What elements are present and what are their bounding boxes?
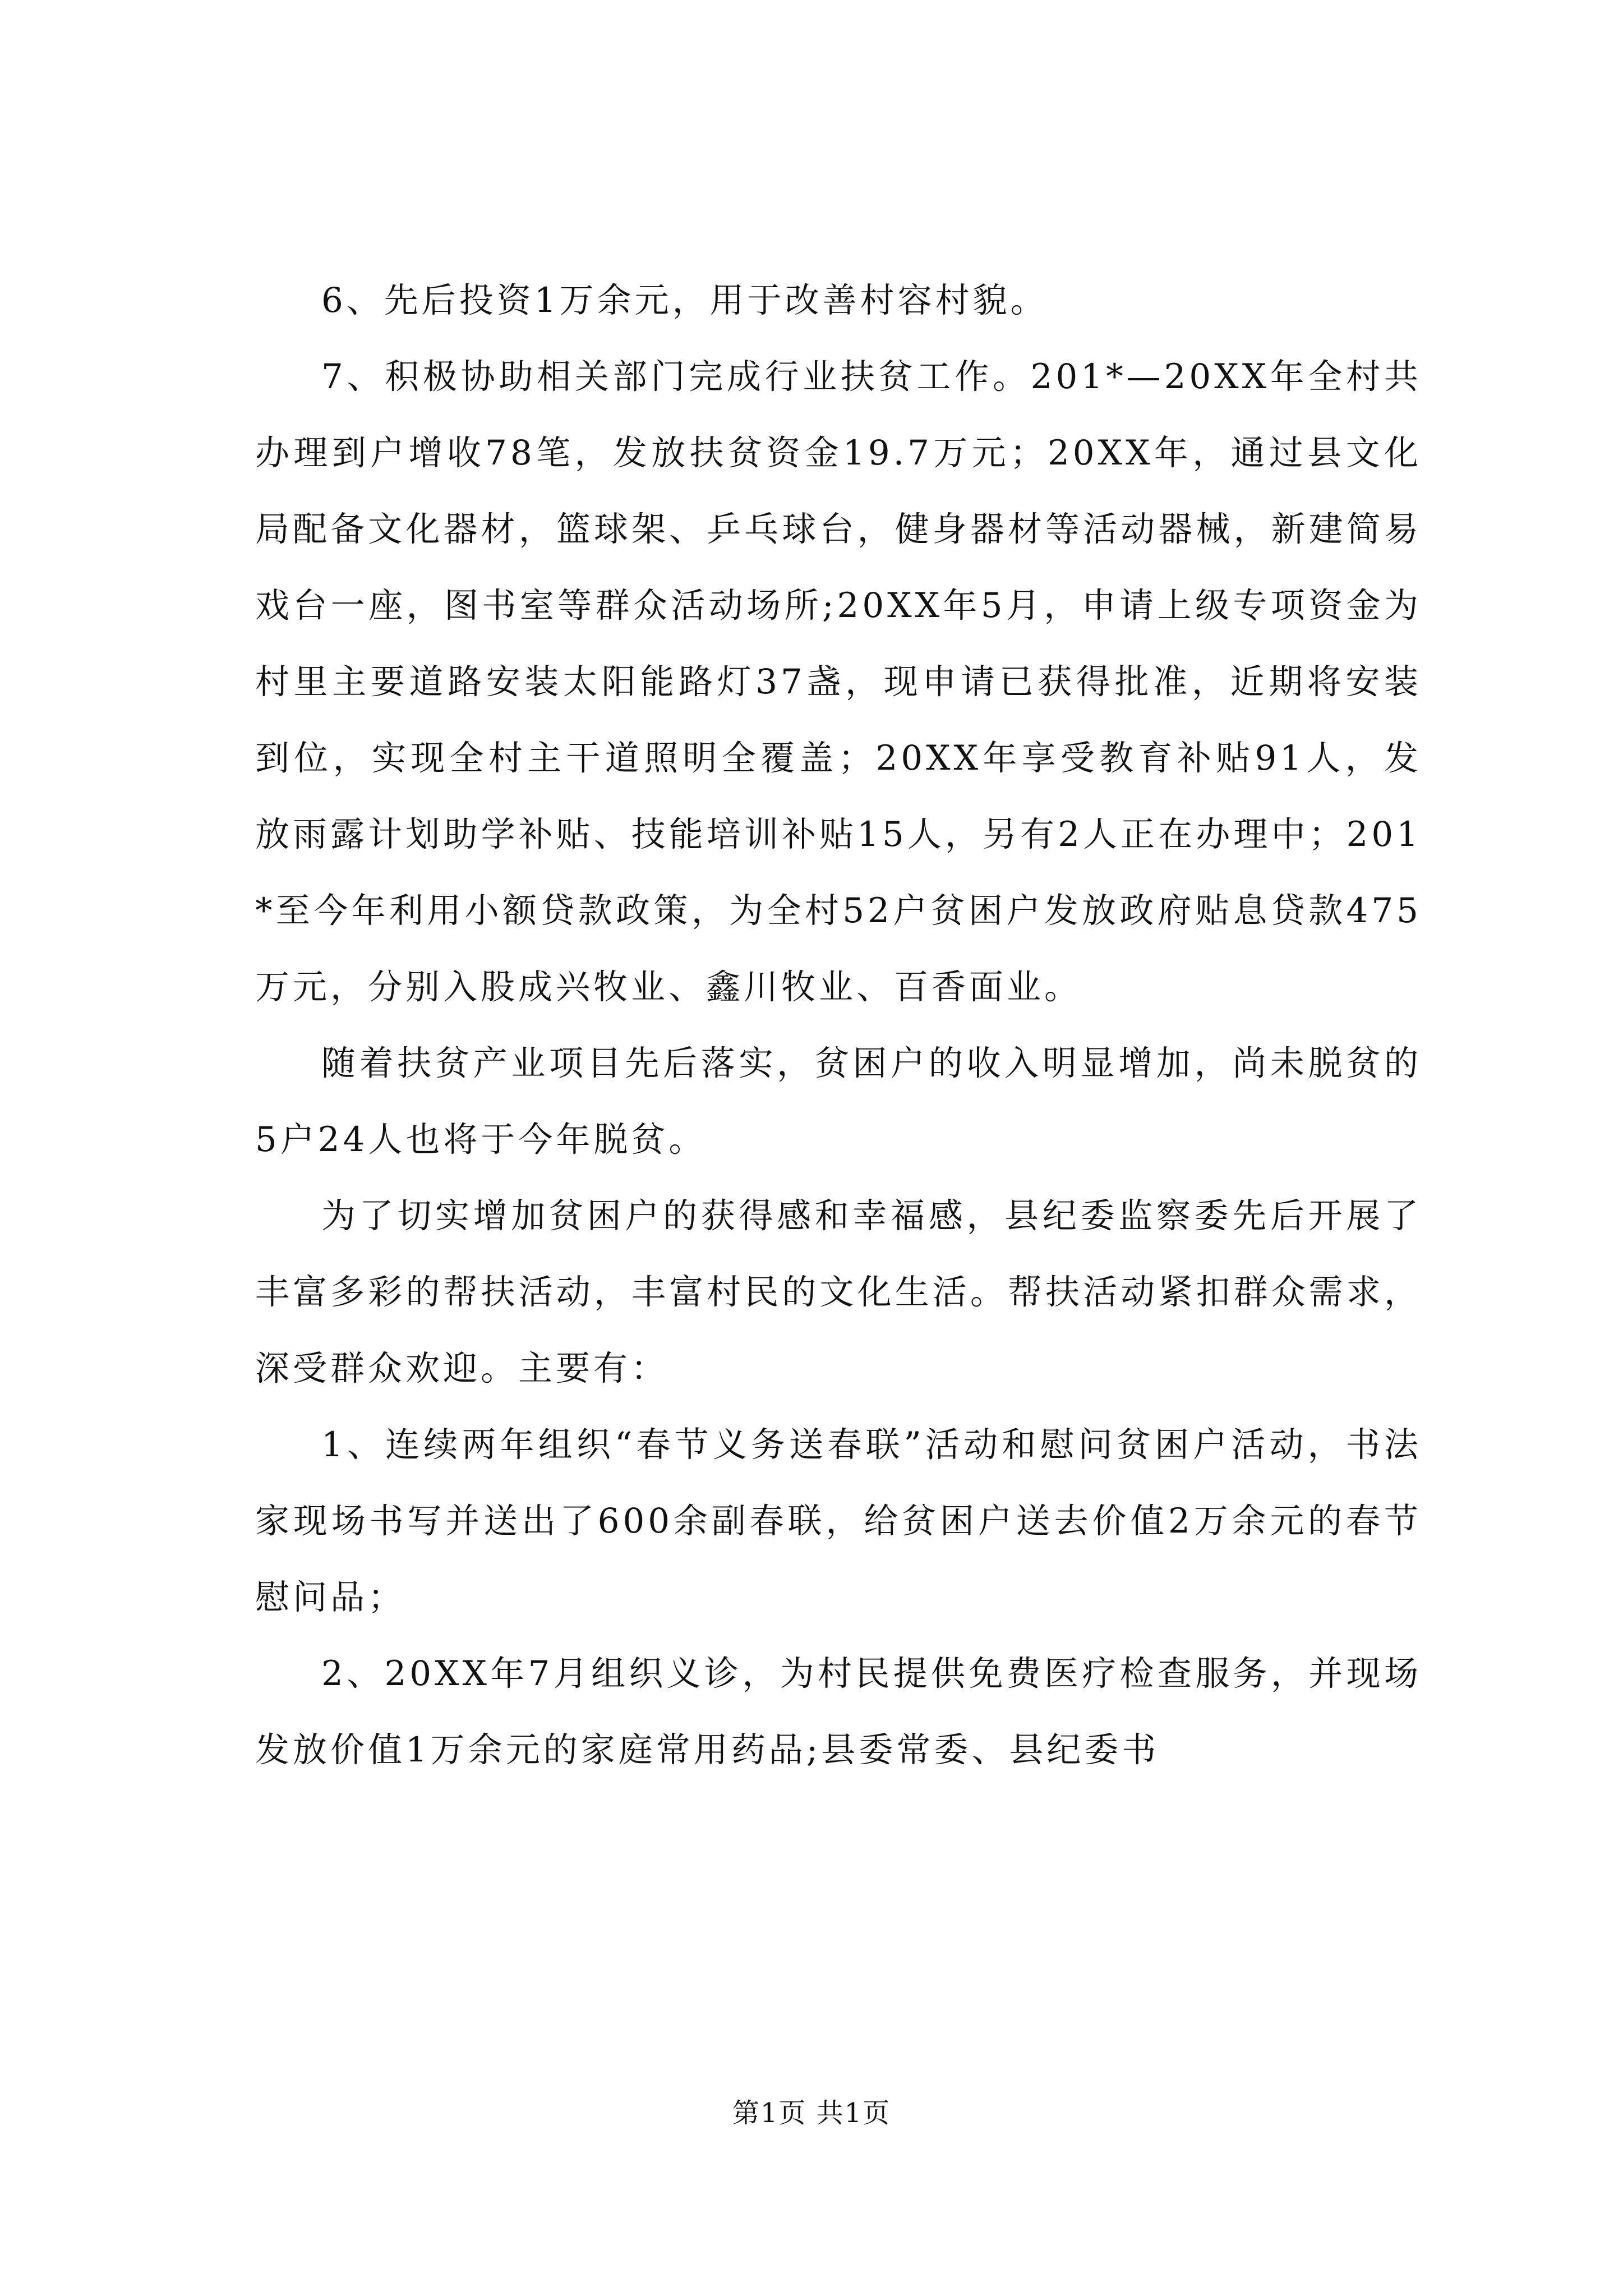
page-footer — [0, 2096, 1623, 2130]
paragraph: 7、积极协助相关部门完成行业扶贫工作。201*—20XX年全村共办理到户增收78笔，发放扶贫资金19.7万元；20XX年，通过县文化局配备文化器材，篮球架、乒乓球台，健身器材等活动器械，新建简易戏台一座，图书室等群众活动场所;20XX年5月，申请上级专项资金为村里主要道路安装太阳能路灯37盏，现申请已获得批准，近期将安装到位，实现全村主干道照明全覆盖；20XX年享受教育补贴91人，发放雨露计划助学补贴、技能培训补贴15人，另有2人正在办理中；201*至今年利用小额贷款政策，为全村52户贫困户发放政府贴息贷款475万元，分别入股成兴牧业、鑫川牧业、百香面业。 — [255, 357, 1422, 1007]
paragraph: 1、连续两年组织“春节义务送春联”活动和慰问贫困户活动，书法家现场书写并送出了600余副春联，给贫困户送去价值2万余元的春节慰问品； — [255, 1425, 1422, 1617]
paragraph: 为了切实增加贫困户的获得感和幸福感，县纪委监察委先后开展了丰富多彩的帮扶活动，丰富村民的文化生活。帮扶活动紧扣群众需求，深受群众欢迎。主要有： — [255, 1196, 1422, 1388]
paragraph: 2、20XX年7月组织义诊，为村民提供免费医疗检查服务，并现场发放价值1万余元的家庭常用药品;县委常委、县纪委书 — [255, 1654, 1422, 1770]
document-body — [255, 263, 1422, 1788]
paragraph: 6、先后投资1万余元，用于改善村容村貌。 — [321, 280, 1048, 320]
paragraph: 随着扶贫产业项目先后落实，贫困户的收入明显增加，尚未脱贫的5户24人也将于今年脱贫。 — [255, 1043, 1422, 1159]
page-indicator: 第1页 共1页 — [732, 2097, 891, 2129]
